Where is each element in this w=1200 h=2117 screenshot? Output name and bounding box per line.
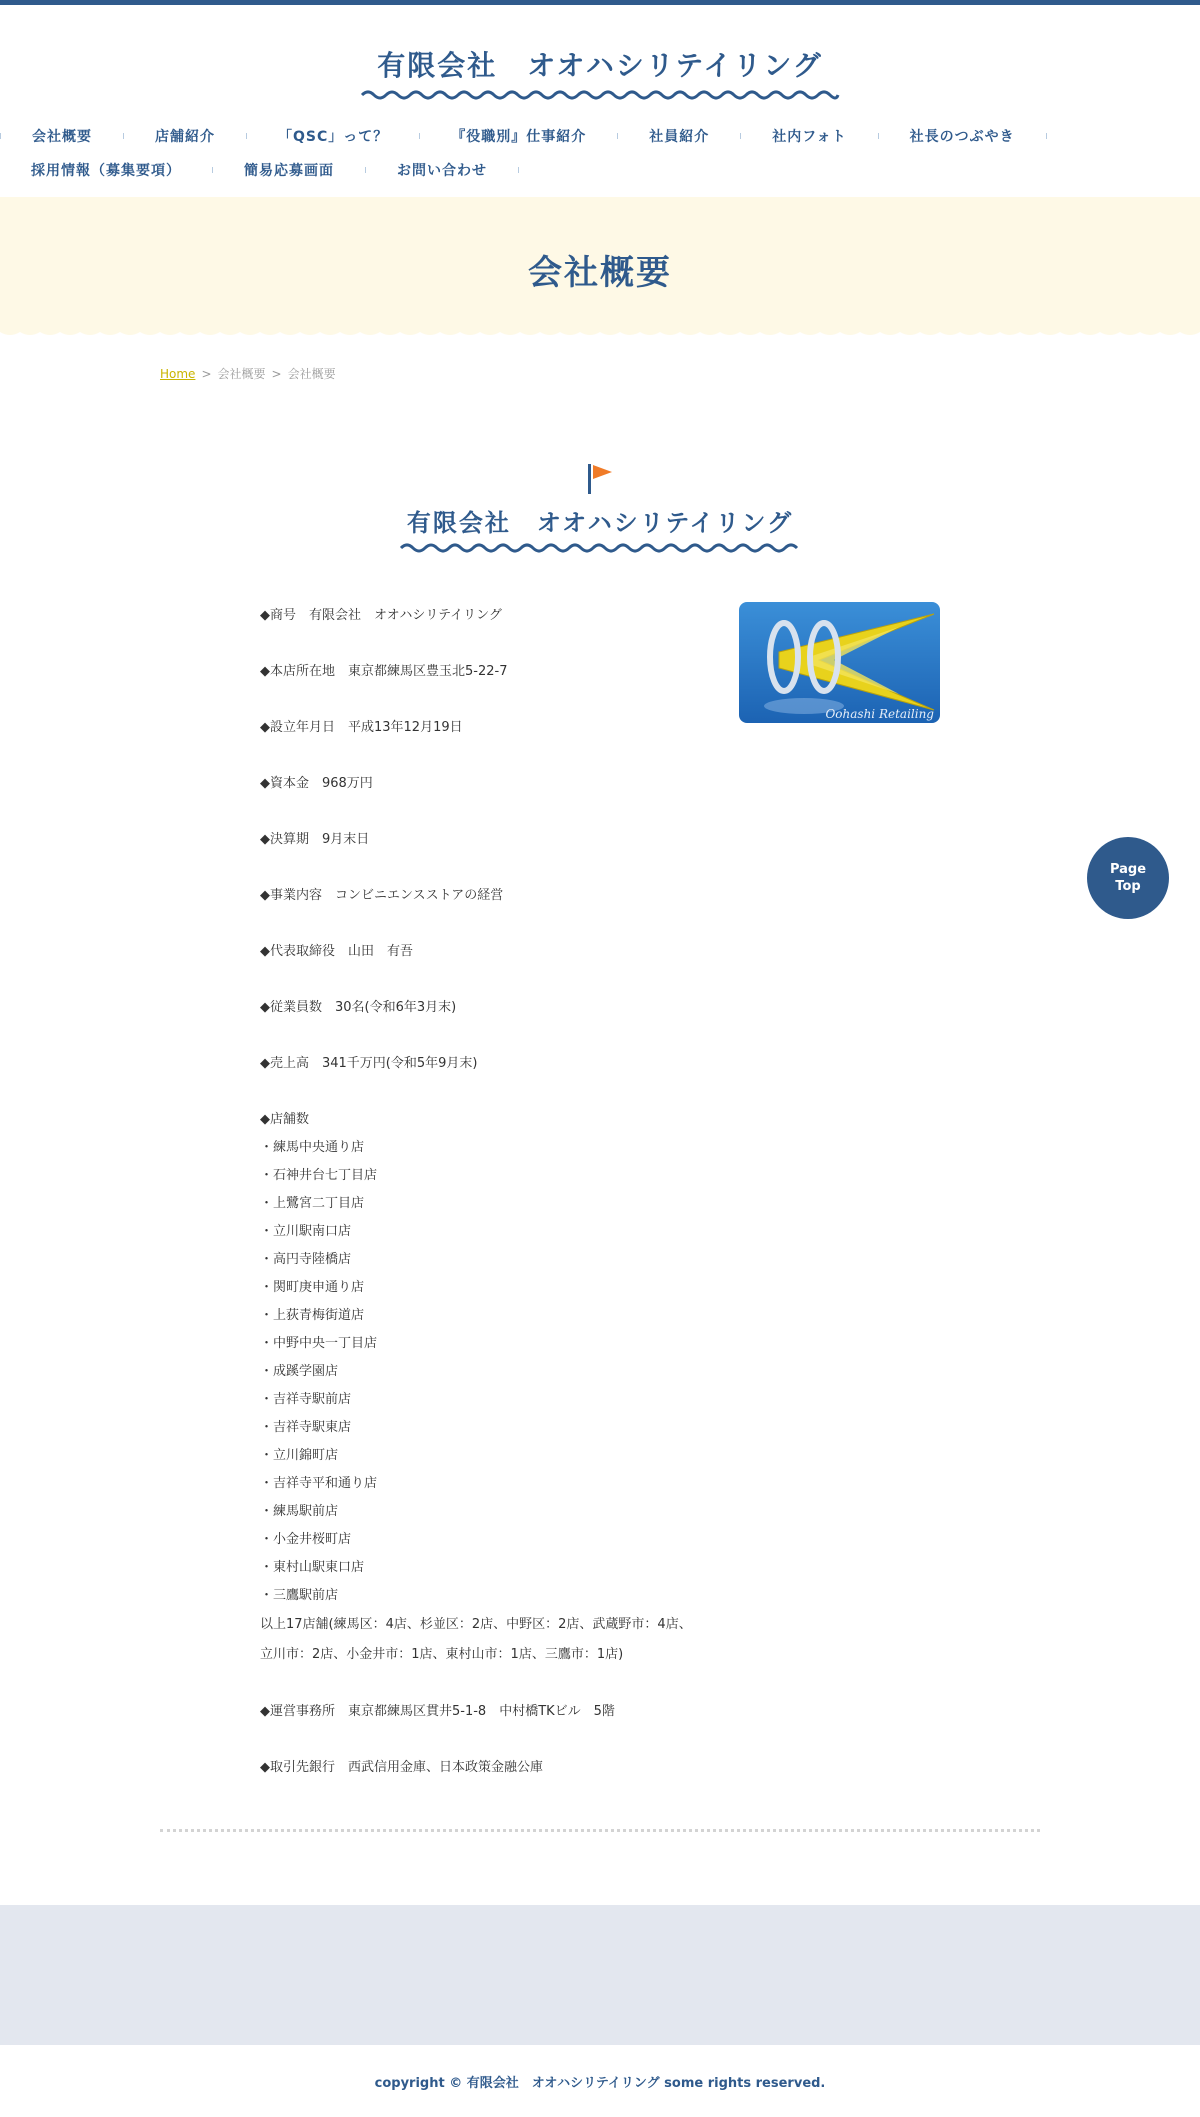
page-title: 会社概要 — [528, 253, 672, 293]
nav-item-staff[interactable]: 社員紹介 — [649, 129, 710, 145]
info-employees: ◆従業員数 30名(令和6年3月末) — [260, 1000, 457, 1015]
footer-copyright: copyright © 有限会社 オオハシリテイリング some rights reserved. — [374, 2076, 826, 2091]
top-accent-bar — [0, 0, 1200, 5]
store-item: ・関町庚申通り店 — [260, 1280, 365, 1295]
page-top-label-line1: Page — [1109, 862, 1147, 877]
hero-scalloped-edge — [0, 330, 1200, 340]
store-item: ・吉祥寺平和通り店 — [260, 1476, 378, 1491]
store-item: ・練馬中央通り店 — [260, 1140, 365, 1155]
info-banks: ◆取引先銀行 西武信用金庫、日本政策金融公庫 — [260, 1760, 543, 1775]
dotted-divider — [160, 1829, 1040, 1832]
footer-band — [0, 1905, 1200, 2045]
store-item: ・吉祥寺駅前店 — [260, 1392, 352, 1407]
info-business: ◆事業内容 コンビニエンスストアの経営 — [260, 888, 504, 903]
breadcrumb-parent[interactable]: 会社概要 — [217, 367, 266, 381]
nav-item-recruitment[interactable]: 採用情報（募集要項） — [31, 163, 181, 179]
logo-text: Oohashi Retailing — [825, 707, 934, 721]
info-operations-office: ◆運営事務所 東京都練馬区貫井5-1-8 中村橋TKビル 5階 — [260, 1704, 615, 1719]
page-hero — [0, 197, 1200, 332]
logo-graphic — [739, 602, 940, 723]
nav-item-qsc[interactable]: 「QSC」って？ — [278, 129, 389, 145]
breadcrumb-separator: > — [271, 367, 282, 381]
info-established: ◆設立年月日 平成13年12月19日 — [260, 720, 463, 735]
store-item: ・成蹊学園店 — [260, 1364, 339, 1379]
store-item: ・立川錦町店 — [260, 1448, 339, 1463]
info-capital: ◆資本金 968万円 — [260, 776, 373, 791]
store-item: ・高円寺陸橋店 — [260, 1252, 352, 1267]
nav-separator — [1046, 133, 1047, 139]
breadcrumb — [160, 365, 336, 382]
info-fiscal-period: ◆決算期 9月末日 — [260, 832, 370, 847]
store-item: ・東村山駅東口店 — [260, 1560, 365, 1575]
breadcrumb-separator: > — [201, 367, 212, 381]
title-wave-decoration — [360, 88, 840, 102]
nav-item-job-roles[interactable]: 『役職別』仕事紹介 — [451, 129, 587, 145]
store-item: ・上鷺宮二丁目店 — [260, 1196, 365, 1211]
info-trade-name: ◆商号 有限会社 オオハシリテイリング — [260, 608, 502, 623]
nav-item-stores[interactable]: 店舗紹介 — [155, 129, 215, 145]
global-nav-row-2 — [0, 155, 519, 185]
site-title[interactable]: 有限会社 オオハシリテイリング — [377, 49, 823, 82]
store-item: ・上荻青梅街道店 — [260, 1308, 365, 1323]
nav-item-photos[interactable]: 社内フォト — [772, 129, 847, 145]
store-list — [260, 1106, 700, 1610]
nav-separator — [518, 167, 519, 173]
section-wave-decoration — [399, 541, 801, 555]
store-item: ・練馬駅前店 — [260, 1504, 339, 1519]
store-item: ・吉祥寺駅東店 — [260, 1420, 352, 1435]
store-list-heading: ◆店舗数 — [260, 1112, 309, 1127]
company-logo — [739, 602, 940, 723]
info-sales: ◆売上高 341千万円(令和5年9月末) — [260, 1056, 478, 1071]
page-top-button[interactable] — [1087, 837, 1169, 919]
info-representative: ◆代表取締役 山田 有吾 — [260, 944, 413, 959]
nav-item-contact[interactable]: お問い合わせ — [397, 163, 487, 179]
nav-item-president-blog[interactable]: 社長のつぶやき — [909, 129, 1015, 145]
nav-item-company-overview[interactable]: 会社概要 — [32, 129, 92, 145]
breadcrumb-home-link[interactable]: Home — [160, 367, 196, 381]
breadcrumb-current: 会社概要 — [287, 367, 336, 381]
store-item: ・立川駅南口店 — [260, 1224, 352, 1239]
page-top-label-line2: Top — [1115, 879, 1141, 894]
info-head-office: ◆本店所在地 東京都練馬区豊玉北5-22-7 — [260, 664, 508, 679]
store-item: ・石神井台七丁目店 — [260, 1168, 378, 1183]
nav-item-quick-apply[interactable]: 簡易応募画面 — [244, 163, 334, 179]
company-info — [260, 602, 700, 1810]
global-nav-row-1 — [0, 121, 1047, 151]
section-title: 有限会社 オオハシリテイリング — [406, 509, 794, 537]
store-summary: 以上17店舗(練馬区：4店、杉並区：2店、中野区：2店、武蔵野市：4店、立川市：2店、小金井市：1店、東村山市：1店、三鷹市：1店) — [260, 1617, 692, 1662]
store-item: ・小金井桜町店 — [260, 1532, 352, 1547]
flag-icon — [587, 462, 613, 496]
store-item: ・中野中央一丁目店 — [260, 1336, 378, 1351]
store-item: ・三鷹駅前店 — [260, 1588, 339, 1603]
